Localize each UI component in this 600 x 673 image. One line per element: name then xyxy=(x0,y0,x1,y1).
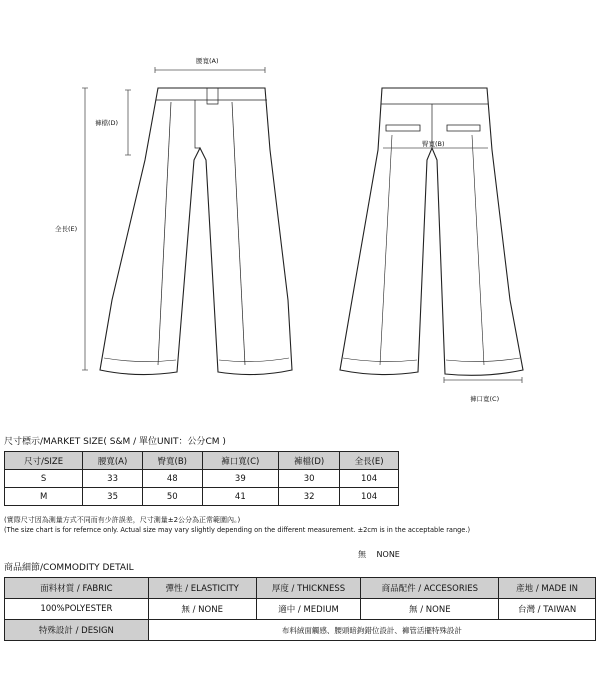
thickness-value: 適中 / MEDIUM xyxy=(256,599,361,620)
commodity-header-row xyxy=(5,578,596,599)
size-chart-heading: 尺寸標示/MARKET SIZE( S&M / 單位UNIT：公分CM ) xyxy=(4,437,226,447)
size-row-m xyxy=(5,488,399,506)
back-pleat-left xyxy=(380,135,392,365)
table-cell: 33 xyxy=(83,470,143,488)
front-fly xyxy=(195,100,200,148)
table-cell: 32 xyxy=(279,488,340,506)
elasticity-value: 無 / NONE xyxy=(148,599,256,620)
commodity-value-row xyxy=(5,599,596,620)
length-label: 全長(E) xyxy=(55,225,78,233)
table-cell: S xyxy=(5,470,83,488)
made-in-header: 產地 / MADE IN xyxy=(499,578,596,599)
table-cell: 41 xyxy=(202,488,279,506)
size-note-en: (The size chart is for refernce only. Actual size may vary slightly depending on the different measurement. ±2cm is in the acceptable range.) xyxy=(4,526,471,534)
table-cell: 104 xyxy=(340,488,399,506)
front-pleat-right xyxy=(232,102,245,365)
size-note-cn: (實際尺寸因為測量方式不同而有少許誤差，尺寸測量±2公分為正常範圍內。) xyxy=(4,516,241,524)
design-header: 特殊設計 / DESIGN xyxy=(5,620,149,641)
back-pleat-right xyxy=(472,135,484,365)
back-pocket-right xyxy=(447,125,480,131)
fabric-value: 100%POLYESTER xyxy=(5,599,149,620)
table-cell: 35 xyxy=(83,488,143,506)
hem-header: 褲口寬(C) xyxy=(202,452,279,470)
back-hem-right xyxy=(446,358,520,362)
thickness-header: 厚度 / THICKNESS xyxy=(256,578,361,599)
front-hem-left xyxy=(104,358,176,362)
design-value: 布料絨面觸感、腰頭暗鉤錯位設計、褲管活擺特殊設計 xyxy=(148,620,595,641)
commodity-heading: 商品細節/COMMODITY DETAIL xyxy=(4,563,134,573)
fabric-header: 面料材質 / FABRIC xyxy=(5,578,149,599)
table-cell: 104 xyxy=(340,470,399,488)
size-table xyxy=(4,451,399,506)
waist-header: 腰寬(A) xyxy=(83,452,143,470)
made-in-value: 台灣 / TAIWAN xyxy=(499,599,596,620)
accessories-header: 商品配件 / ACCESORIES xyxy=(361,578,499,599)
elasticity-header: 彈性 / ELASTICITY xyxy=(148,578,256,599)
front-pleat-left xyxy=(158,102,171,365)
size-header: 尺寸/SIZE xyxy=(5,452,83,470)
table-cell: M xyxy=(5,488,83,506)
accessories-value: 無 / NONE xyxy=(361,599,499,620)
table-cell: 39 xyxy=(202,470,279,488)
front-hem-right xyxy=(219,358,289,362)
hip-header: 臀寬(B) xyxy=(142,452,202,470)
rise-label: 褲檔(D) xyxy=(95,119,119,127)
commodity-table xyxy=(4,577,596,641)
back-pocket-left xyxy=(386,125,420,131)
back-pants-outline xyxy=(340,88,523,375)
front-tab xyxy=(207,88,218,104)
table-cell: 48 xyxy=(142,470,202,488)
table-cell: 30 xyxy=(279,470,340,488)
none-label: 無 NONE xyxy=(358,550,400,559)
size-table-header-row xyxy=(5,452,399,470)
rise-header: 褲檔(D) xyxy=(279,452,340,470)
length-header: 全長(E) xyxy=(340,452,399,470)
hem-label: 褲口寬(C) xyxy=(470,395,500,403)
design-row xyxy=(5,620,596,641)
hip-label: 臀寬(B) xyxy=(422,140,445,148)
waist-label: 腰寬(A) xyxy=(196,57,219,65)
table-cell: 50 xyxy=(142,488,202,506)
front-pants-outline xyxy=(100,88,292,375)
size-row-s xyxy=(5,470,399,488)
